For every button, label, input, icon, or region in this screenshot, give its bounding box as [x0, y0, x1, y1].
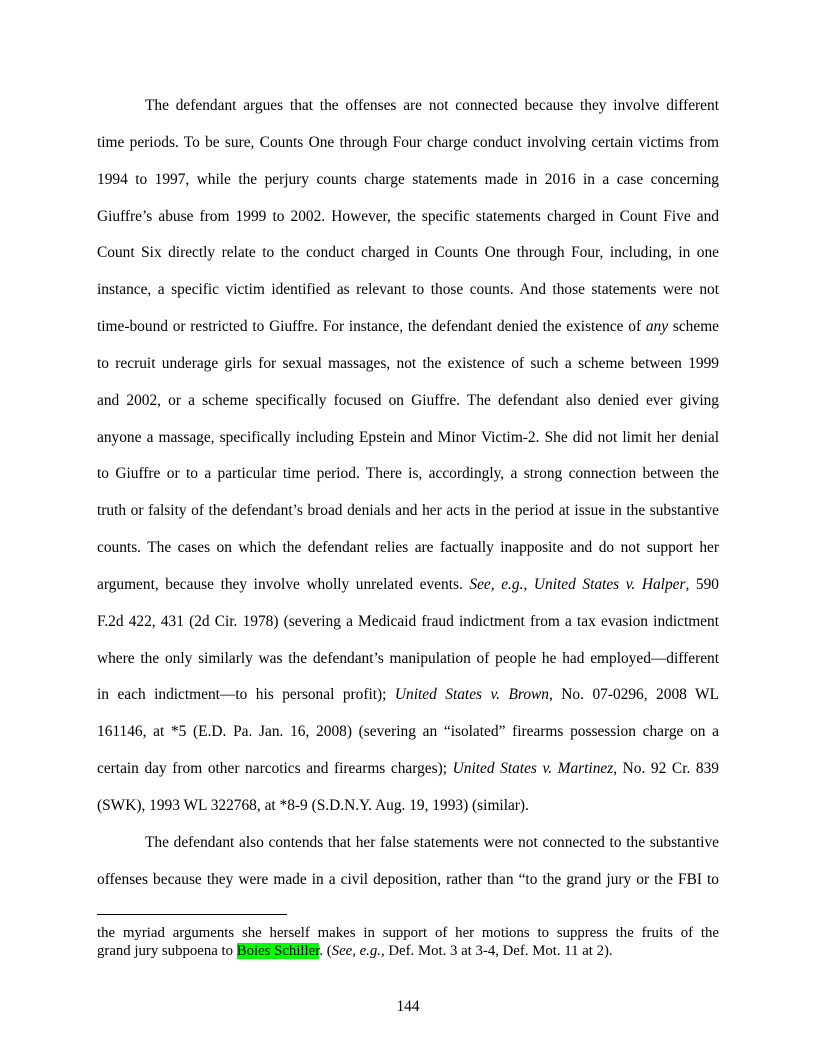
paragraph-1-line-8: to recruit underage girls for sexual massages, not the existence of such a scheme between 1999: [97, 355, 719, 372]
paragraph-1-line-15: F.2d 422, 431 (2d Cir. 1978) (severing a Medicaid fraud indictment from a tax evasion indictment: [97, 613, 719, 630]
text-run: , Def. Mot. 3 at 3-4, Def. Mot. 11 at 2).: [380, 943, 613, 959]
paragraph-1-line-1: The defendant argues that the offenses are not connected because they involve different: [145, 97, 719, 114]
page-number: 144: [396, 998, 420, 1015]
footnote-separator: [97, 914, 287, 915]
paragraph-1-line-4: Giuffre’s abuse from 1999 to 2002. However, the specific statements charged in Count Five and: [97, 208, 719, 225]
text-run: . (: [319, 943, 332, 959]
paragraph-1-line-3: 1994 to 1997, while the perjury counts charge statements made in 2016 in a case concerning: [97, 171, 719, 188]
text-run: in each indictment—to his personal profit);: [97, 686, 395, 703]
paragraph-1-line-7: [97, 317, 719, 337]
case-name: United States v. Brown: [394, 686, 549, 703]
paragraph-1-line-10: anyone a massage, specifically including Epstein and Minor Victim-2. She did not limit her denial: [97, 429, 719, 446]
case-name: United States v. Martinez: [452, 760, 614, 777]
paragraph-2-line-1: The defendant also contends that her false statements were not connected to the substantive: [145, 834, 719, 851]
text-run: argument, because they involve wholly unrelated events.: [97, 576, 470, 593]
paragraph-1-line-2: time periods. To be sure, Counts One through Four charge conduct involving certain victims from: [97, 134, 719, 151]
paragraph-1-line-17: [97, 685, 719, 705]
paragraph-1-line-11: to Giuffre or to a particular time period. There is, accordingly, a strong connection between the: [97, 465, 719, 482]
text-run: , No. 07-0296, 2008 WL: [548, 686, 719, 703]
paragraph-2-line-2: offenses because they were made in a civil deposition, rather than “to the grand jury or the FBI to: [97, 871, 719, 888]
citation-signal: See, e.g.: [331, 943, 381, 959]
case-name: United States v. Halper: [533, 576, 686, 593]
text-run: , No. 92 Cr. 839: [613, 760, 720, 777]
footnote-line-2: [97, 942, 719, 960]
text-run: certain day from other narcotics and firearms charges);: [97, 760, 453, 777]
footnote-line-1: the myriad arguments she herself makes in support of her motions to suppress the fruits of the: [97, 925, 719, 941]
emphasis-text: any: [645, 318, 669, 335]
text-run: time-bound or restricted to Giuffre. For instance, the defendant denied the existence of: [97, 318, 646, 335]
paragraph-1-line-5: Count Six directly relate to the conduct charged in Counts One through Four, including, in one: [97, 244, 719, 261]
citation-signal: See, e.g.: [469, 576, 524, 593]
text-run: ,: [523, 576, 534, 593]
paragraph-1-line-13: counts. The cases on which the defendant relies are factually inapposite and do not support her: [97, 539, 719, 556]
paragraph-1-line-20: (SWK), 1993 WL 322768, at *8-9 (S.D.N.Y. Aug. 19, 1993) (similar).: [97, 797, 529, 814]
paragraph-1-line-6: instance, a specific victim identified as relevant to those counts. And those statements were not: [97, 281, 719, 298]
text-run: grand jury subpoena to: [97, 943, 237, 959]
paragraph-1-line-9: and 2002, or a scheme specifically focused on Giuffre. The defendant also denied ever giving: [97, 392, 719, 409]
text-run: , 590: [685, 576, 719, 593]
highlighted-text: Boies Schiller: [236, 943, 320, 959]
paragraph-1-line-14: [97, 575, 719, 595]
paragraph-1-line-19: [97, 759, 719, 779]
paragraph-1-line-12: truth or falsity of the defendant’s broad denials and her acts in the period at issue in the substantive: [97, 502, 719, 519]
text-run: scheme: [668, 318, 720, 335]
paragraph-1-line-18: 161146, at *5 (E.D. Pa. Jan. 16, 2008) (severing an “isolated” firearms possession charge on a: [97, 723, 719, 740]
paragraph-1-line-16: where the only similarly was the defendant’s manipulation of people he had employed—different: [97, 650, 719, 667]
